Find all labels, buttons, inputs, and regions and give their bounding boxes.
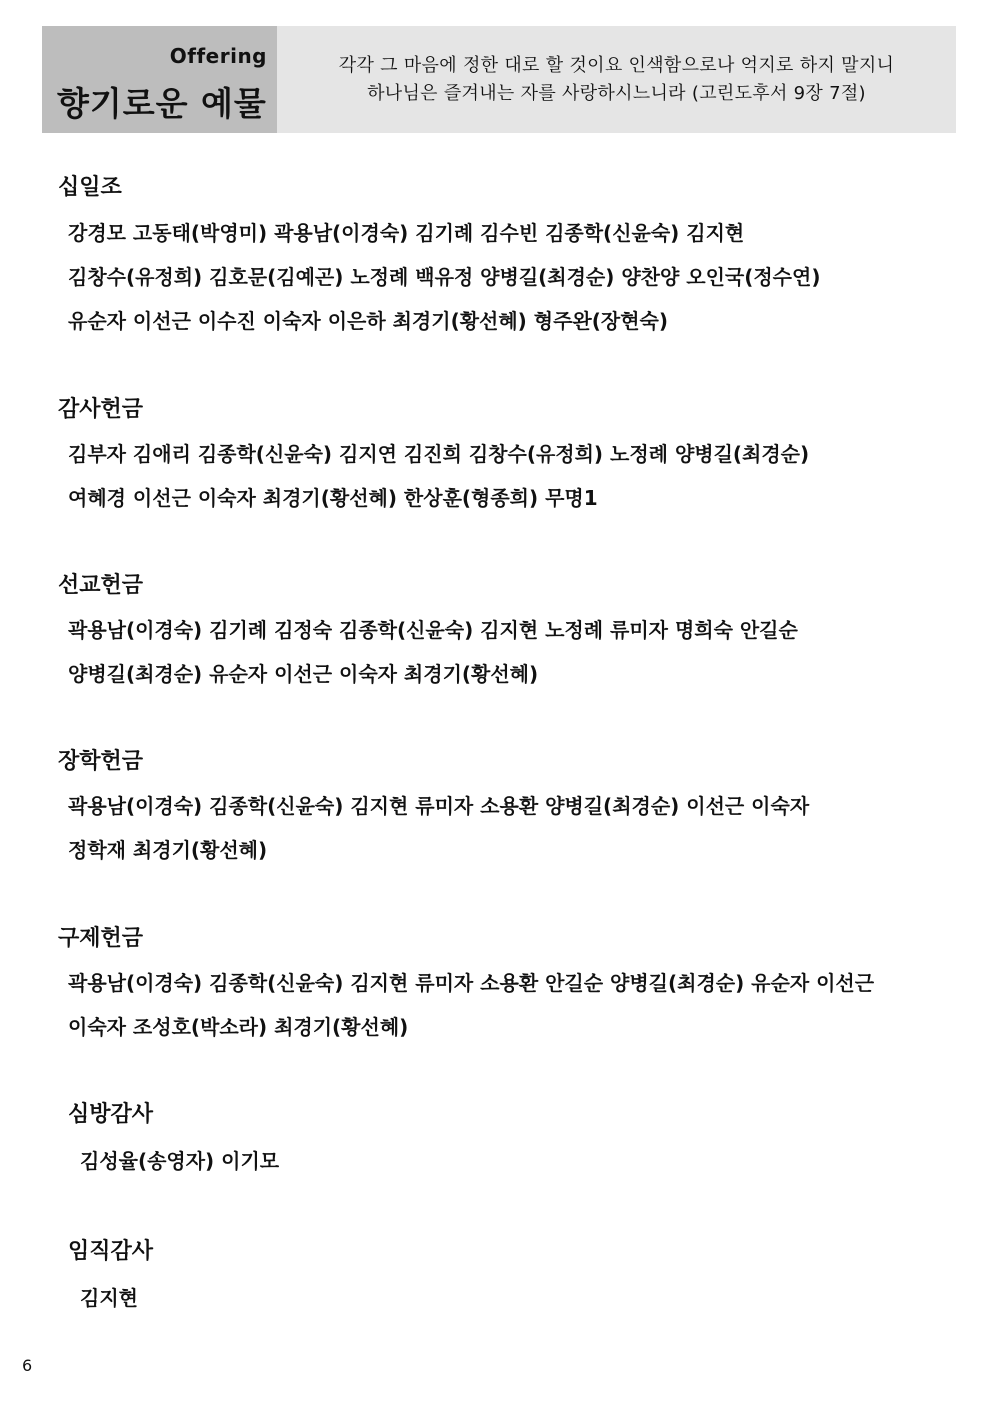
page-number: 6 (22, 1356, 33, 1375)
section-title-relief: 구제헌금 (58, 926, 144, 951)
visitation-names-line: 김성율(송영자) 이기모 (80, 1149, 280, 1173)
header-subtitle: Offering (169, 44, 267, 68)
section-title-scholarship: 장학헌금 (58, 749, 144, 774)
thanksgiving-names-line: 김부자 김애리 김종학(신윤숙) 김지연 김진희 김창수(유정희) 노정례 양병길(최경순) (68, 442, 810, 466)
section-title-ordination: 임직감사 (68, 1239, 154, 1264)
relief-names-line: 곽용남(이경숙) 김종학(신윤숙) 김지현 류미자 소용환 안길순 양병길(최경순) 유순자 이선근 (68, 971, 875, 995)
ordination-names-line: 김지현 (80, 1286, 138, 1310)
header-title-box (42, 26, 277, 133)
relief-names-line: 이숙자 조성호(박소라) 최경기(황선혜) (68, 1015, 409, 1039)
section-title-mission: 선교헌금 (58, 573, 144, 598)
section-title-tithe: 십일조 (58, 175, 122, 200)
verse-line-1: 각각 그 마음에 정한 대로 할 것이요 인색함으로나 억지로 하지 말지니 (338, 54, 895, 76)
page-title: 향기로운 예물 (57, 84, 267, 123)
scholarship-names-line: 정학재 최경기(황선혜) (68, 838, 268, 862)
mission-names-line: 곽용남(이경숙) 김기례 김정숙 김종학(신윤숙) 김지현 노정례 류미자 명희숙 안길순 (68, 618, 798, 642)
section-title-thanksgiving: 감사헌금 (58, 397, 144, 422)
mission-names-line: 양병길(최경순) 유순자 이선근 이숙자 최경기(황선혜) (68, 662, 539, 686)
scholarship-names-line: 곽용남(이경숙) 김종학(신윤숙) 김지현 류미자 소용환 양병길(최경순) 이선근 이숙자 (68, 794, 810, 818)
tithe-names-line: 김창수(유정희) 김호문(김예곤) 노정례 백유정 양병길(최경순) 양찬양 오인국(정수연) (68, 265, 821, 289)
offering-header (42, 26, 956, 133)
thanksgiving-names-line: 여혜경 이선근 이숙자 최경기(황선혜) 한상훈(형종희) 무명1 (68, 486, 598, 510)
verse-line-2: 하나님은 즐겨내는 자를 사랑하시느니라 (고린도후서 9장 7절) (367, 82, 866, 104)
tithe-names-line: 유순자 이선근 이수진 이숙자 이은하 최경기(황선혜) 형주완(장현숙) (68, 309, 668, 333)
section-title-visitation: 심방감사 (68, 1102, 154, 1127)
bible-verse-box (277, 26, 956, 133)
tithe-names-line: 강경모 고동태(박영미) 곽용남(이경숙) 김기례 김수빈 김종학(신윤숙) 김지현 (68, 221, 745, 245)
